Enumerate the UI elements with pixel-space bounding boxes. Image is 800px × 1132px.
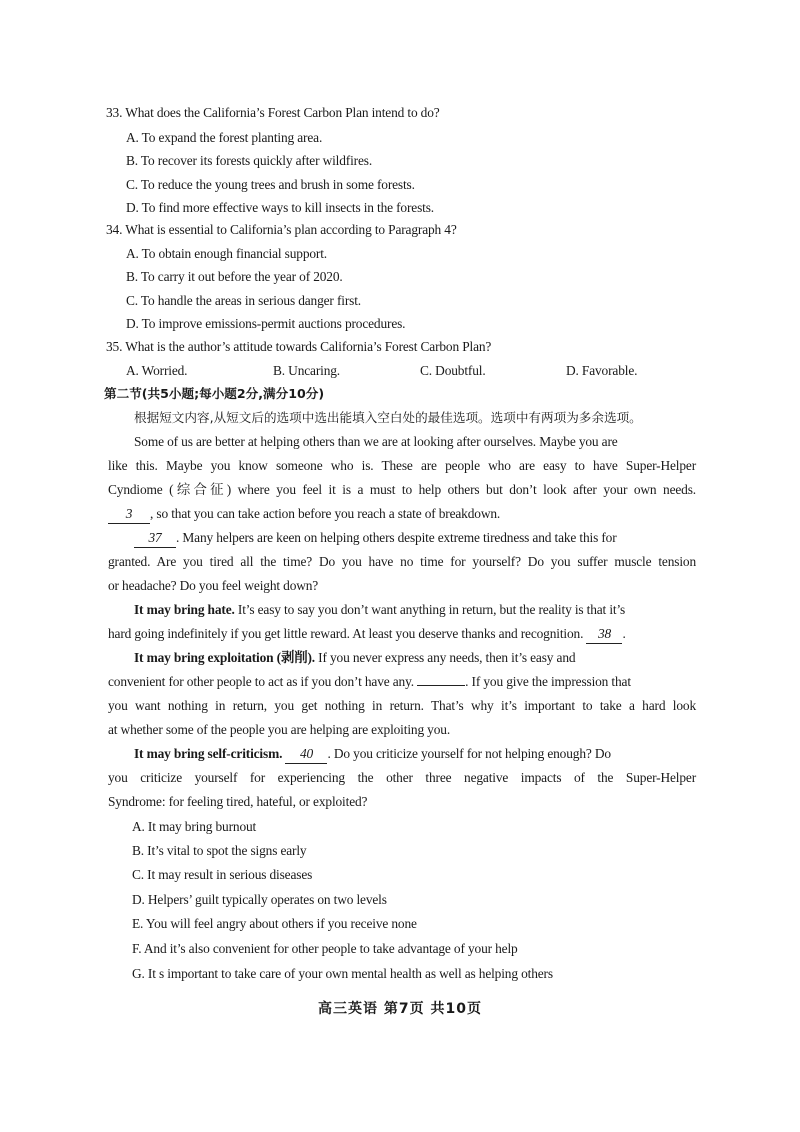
page-footer: 高三英语 第7页 共10页 — [318, 1001, 482, 1017]
question-34-stem: 34. What is essential to California’s plan according to Paragraph 4? — [106, 222, 457, 237]
question-34-option-b: B. To carry it out before the year of 2020. — [126, 269, 343, 284]
choice-c: C. It may result in serious diseases — [132, 867, 313, 882]
passage-p3-line1 — [134, 601, 625, 619]
section-2-instruction: 根据短文内容,从短文后的选项中选出能填入空白处的最佳选项。选项中有两项为多余选项。 — [134, 410, 642, 425]
passage-p5-line2: you criticize yourself for experiencing the other three negative impacts of the Super-Helper — [108, 770, 696, 785]
choice-g: G. It s important to take care of your own mental health as well as helping others — [132, 966, 553, 981]
choice-b: B. It’s vital to spot the signs early — [132, 843, 307, 858]
question-35-option-a: A. Worried. — [126, 363, 188, 378]
passage-p4-line2-end: . If you give the impression that — [465, 674, 631, 689]
passage-p1-line3: Cyndiome (综合征) where you feel it is a must to help others but don’t look after your own needs. — [108, 482, 696, 497]
question-35-option-b: B. Uncaring. — [273, 363, 340, 378]
question-35-option-c: C. Doubtful. — [420, 363, 486, 378]
passage-p2-line3: or headache? Do you feel weight down? — [108, 578, 319, 593]
question-35-stem: 35. What is the author’s attitude towards California’s Forest Carbon Plan? — [106, 339, 492, 354]
passage-p3-line2-text: hard going indefinitely if you get little reward. At least you deserve thanks and recognition. — [108, 626, 587, 641]
question-34-option-d: D. To improve emissions-permit auctions procedures. — [126, 316, 406, 331]
blank-40[interactable]: 40 — [285, 745, 327, 764]
passage-p4-line2 — [108, 673, 696, 691]
passage-p3-line2-end: . — [622, 626, 626, 641]
passage-p4-line1-text: If you never express any needs, then it’s easy and — [314, 650, 576, 665]
question-33-stem: 33. What does the California’s Forest Carbon Plan intend to do? — [106, 105, 440, 120]
passage-p1-line2: like this. Maybe you know someone who is. These are people who are easy to have Super-Helper — [108, 458, 696, 473]
blank-38[interactable]: 38 — [586, 625, 622, 644]
passage-p1-line4 — [108, 505, 696, 524]
passage-p2-line1 — [134, 529, 617, 548]
choice-a: A. It may bring burnout — [132, 819, 257, 834]
question-34-option-a: A. To obtain enough financial support. — [126, 246, 328, 261]
blank-37[interactable]: 37 — [134, 529, 176, 548]
blank-39[interactable] — [417, 685, 465, 686]
passage-p3-line1-text: It’s easy to say you don’t want anything in return, but the reality is that it’s — [234, 602, 626, 617]
question-33-option-c: C. To reduce the young trees and brush in some forests. — [126, 177, 415, 192]
passage-p4-line4: at whether some of the people you are helping are exploiting you. — [108, 722, 451, 737]
passage-p4-heading: It may bring exploitation (剥削). — [134, 650, 315, 665]
passage-p5-line3: Syndrome: for feeling tired, hateful, or exploited? — [108, 794, 368, 809]
choice-f: F. And it’s also convenient for other people to take advantage of your help — [132, 941, 518, 956]
question-35-option-d: D. Favorable. — [566, 363, 638, 378]
choice-e: E. You will feel angry about others if you receive none — [132, 916, 417, 931]
passage-p2-line2: granted. Are you tired all the time? Do you have no time for yourself? Do you suffer muscle tension — [108, 554, 696, 569]
passage-p1-line1: Some of us are better at helping others than we are at looking after ourselves. Maybe you are — [134, 434, 618, 449]
passage-p3-heading: It may bring hate. — [134, 602, 235, 617]
blank-36[interactable]: 3 — [108, 505, 150, 524]
section-2-heading: 第二节(共5小题;每小题2分,满分10分) — [104, 386, 325, 401]
passage-p4-line1 — [134, 649, 575, 667]
question-33-option-d: D. To find more effective ways to kill insects in the forests. — [126, 200, 434, 215]
passage-p3-line2 — [108, 625, 696, 644]
passage-p2-line1-text: . Many helpers are keen on helping others despite extreme tiredness and take this for — [176, 530, 617, 545]
choice-d: D. Helpers’ guilt typically operates on two levels — [132, 892, 387, 907]
question-33-option-b: B. To recover its forests quickly after wildfires. — [126, 153, 373, 168]
question-33-option-a: A. To expand the forest planting area. — [126, 130, 323, 145]
passage-p5-line1-text: . Do you criticize yourself for not helping enough? Do — [327, 746, 611, 761]
passage-p4-line3: you want nothing in return, you get nothing in return. That’s why it’s important to take a hard look — [108, 698, 696, 713]
passage-p4-line2-text: convenient for other people to act as if you don’t have any. — [108, 674, 418, 689]
passage-p5-heading: It may bring self-criticism. — [134, 746, 283, 761]
passage-p5-line1 — [134, 745, 611, 764]
question-34-option-c: C. To handle the areas in serious danger first. — [126, 293, 361, 308]
passage-p1-line4-text: , so that you can take action before you reach a state of breakdown. — [150, 506, 501, 521]
